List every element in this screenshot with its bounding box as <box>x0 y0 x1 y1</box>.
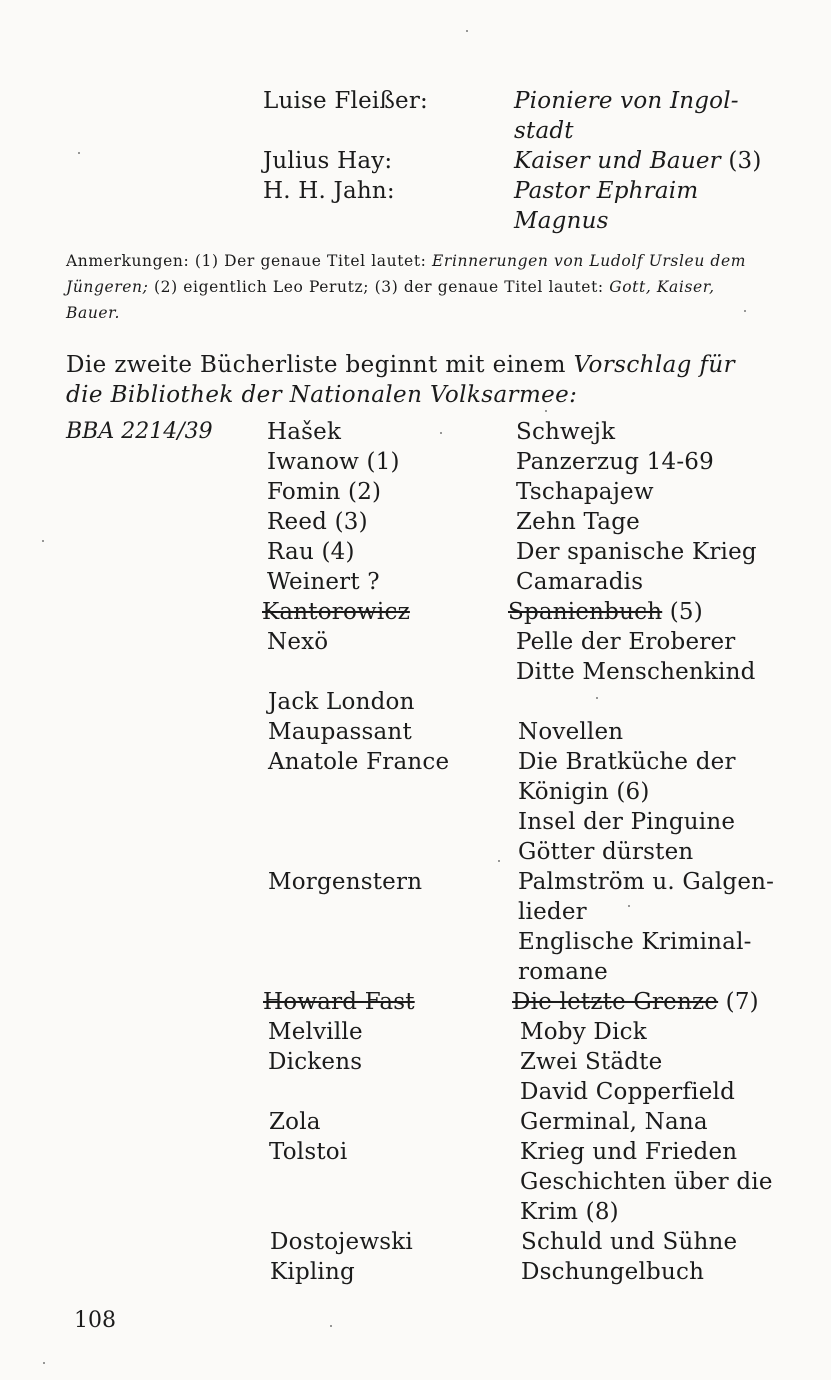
title-germinal-nana: Germinal, Nana <box>520 1109 708 1135</box>
title-ditte: Ditte Menschenkind <box>516 659 756 685</box>
notes-italic-1: Erinnerungen von Ludolf Ursleu dem Jüngeren; <box>66 252 747 296</box>
author-kantorowicz-struck: Kantorowicz <box>262 599 410 625</box>
intro-paragraph <box>66 350 766 410</box>
author-hasek: Hašek <box>267 419 342 445</box>
title-krieg-und-frieden: Krieg und Frieden <box>520 1139 738 1165</box>
author-tolstoi: Tolstoi <box>269 1139 348 1165</box>
title-spanienbuch-row <box>508 599 703 625</box>
author-iwanow: Iwanow (1) <box>267 449 400 475</box>
scan-speck <box>42 540 44 542</box>
intro-italic: Vorschlag für die Bibliothek der Nationalen Volksarmee: <box>66 352 736 408</box>
author-nexo: Nexö <box>267 629 329 655</box>
title-bratkueche-line-2: Königin (6) <box>518 779 650 805</box>
archive-signature: BBA 2214/39 <box>66 419 213 444</box>
scan-speck <box>78 152 80 154</box>
top-title-2-note: (3) <box>720 148 762 174</box>
scan-speck <box>330 1325 332 1327</box>
notes-prefix: Anmerkungen: (1) Der genaue Titel lautet: <box>66 252 433 270</box>
title-kriminalromane-line-1: Englische Kriminal- <box>518 929 752 955</box>
page-number: 108 <box>74 1308 116 1333</box>
notes-middle: (2) eigentlich Leo Perutz; (3) der genaue Titel lautet: <box>148 278 610 296</box>
scan-speck <box>744 310 746 312</box>
top-title-3-line-2: Magnus <box>514 208 609 234</box>
author-rau: Rau (4) <box>267 539 355 565</box>
title-novellen: Novellen <box>518 719 624 745</box>
title-letzte-grenze-struck: Die letzte Grenze <box>512 989 719 1015</box>
top-author-2: Julius Hay: <box>263 148 393 174</box>
author-dostojewski: Dostojewski <box>270 1229 413 1255</box>
title-palmstroem-line-2: lieder <box>518 899 587 925</box>
title-camaradis: Camaradis <box>516 569 644 595</box>
title-palmstroem-line-1: Palmström u. Galgen- <box>518 869 775 895</box>
scan-speck <box>596 697 598 699</box>
title-geschichten-line-2: Krim (8) <box>520 1199 619 1225</box>
scan-speck <box>466 30 468 32</box>
title-dschungelbuch: Dschungelbuch <box>521 1259 705 1285</box>
title-zehn-tage: Zehn Tage <box>516 509 640 535</box>
scan-speck <box>440 432 442 434</box>
scan-speck <box>43 1362 45 1364</box>
title-bratkueche-line-1: Die Bratküche der <box>518 749 736 775</box>
author-weinert: Weinert ? <box>267 569 380 595</box>
author-jack-london: Jack London <box>268 689 415 715</box>
scan-speck <box>545 410 547 412</box>
top-author-3: H. H. Jahn: <box>263 178 395 204</box>
author-melville: Melville <box>268 1019 363 1045</box>
title-geschichten-line-1: Geschichten über die <box>520 1169 773 1195</box>
title-spanienbuch-note: (5) <box>662 599 703 625</box>
title-david-copperfield: David Copperfield <box>520 1079 735 1105</box>
top-title-2 <box>514 148 762 174</box>
title-spanische-krieg: Der spanische Krieg <box>516 539 757 565</box>
title-letzte-grenze-row <box>512 989 759 1015</box>
title-insel-der-pinguine: Insel der Pinguine <box>518 809 736 835</box>
title-panzerzug: Panzerzug 14-69 <box>516 449 714 475</box>
notes-italic-2: Gott, Kaiser, Bauer. <box>66 278 715 322</box>
author-howard-fast-struck: Howard Fast <box>263 989 415 1015</box>
author-dickens: Dickens <box>268 1049 363 1075</box>
title-kriminalromane-line-2: romane <box>518 959 608 985</box>
intro-text: Die zweite Bücherliste beginnt mit einem <box>66 352 574 378</box>
author-fomin: Fomin (2) <box>267 479 382 505</box>
author-reed: Reed (3) <box>267 509 368 535</box>
top-title-2-text: Kaiser und Bauer <box>514 148 721 174</box>
top-title-1-line-1: Pioniere von Ingol- <box>514 88 739 114</box>
author-zola: Zola <box>269 1109 321 1135</box>
title-schuld-und-suehne: Schuld und Sühne <box>521 1229 738 1255</box>
author-maupassant: Maupassant <box>268 719 412 745</box>
title-pelle: Pelle der Eroberer <box>516 629 736 655</box>
title-tschapajew: Tschapajew <box>516 479 654 505</box>
title-spanienbuch-struck: Spanienbuch <box>508 599 663 625</box>
top-title-3-line-1: Pastor Ephraim <box>514 178 699 204</box>
title-goetter-duersten: Götter dürsten <box>518 839 694 865</box>
author-anatole-france: Anatole France <box>268 749 450 775</box>
scan-speck <box>628 905 630 907</box>
title-moby-dick: Moby Dick <box>520 1019 647 1045</box>
top-author-1: Luise Fleißer: <box>263 88 428 114</box>
author-morgenstern: Morgenstern <box>268 869 423 895</box>
title-schwejk: Schwejk <box>516 419 616 445</box>
top-title-1-line-2: stadt <box>514 118 574 144</box>
scan-speck <box>498 860 500 862</box>
title-letzte-grenze-note: (7) <box>718 989 759 1015</box>
notes-paragraph <box>66 248 766 326</box>
author-kipling: Kipling <box>270 1259 355 1285</box>
title-zwei-staedte: Zwei Städte <box>520 1049 663 1075</box>
